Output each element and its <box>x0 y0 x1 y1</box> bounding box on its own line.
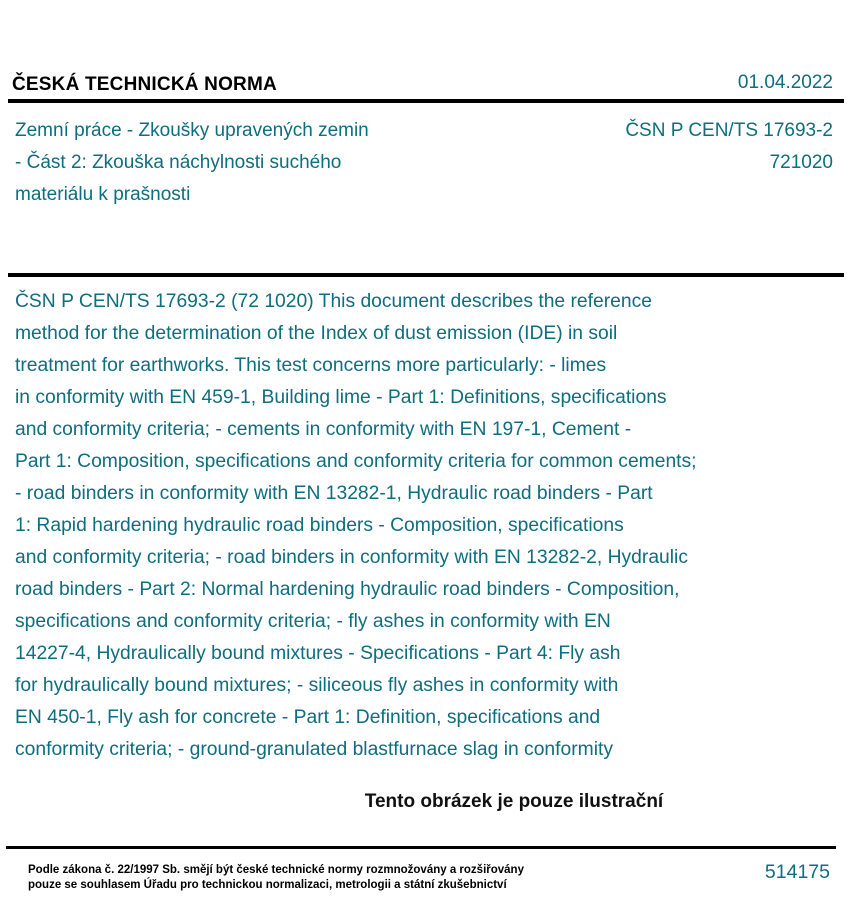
abstract-text <box>15 286 795 766</box>
standard-subject <box>15 115 435 211</box>
abstract-line: specifications and conformity criteria; - fly ashes in conformity with EN <box>15 611 611 632</box>
abstract-line: treatment for earthworks. This test concerns more particularly: - limes <box>15 355 607 376</box>
footer-divider <box>6 846 836 849</box>
subject-line: materiálu k prašnosti <box>15 184 191 205</box>
abstract-line: for hydraulically bound mixtures; - siliceous fly ashes in conformity with <box>15 675 619 696</box>
abstract-line: 1: Rapid hardening hydraulic road binders - Composition, specifications <box>15 515 624 536</box>
illustration-note: Tento obrázek je pouze ilustrační <box>364 791 664 812</box>
standard-designation: ČSN P CEN/TS 17693-2 <box>625 120 833 141</box>
abstract-line: road binders - Part 2: Normal hardening hydraulic road binders - Composition, <box>15 579 680 600</box>
abstract-line: - road binders in conformity with EN 13282-1, Hydraulic road binders - Part <box>15 483 653 504</box>
subject-line: Zemní práce - Zkoušky upravených zemin <box>15 120 369 141</box>
abstract-line: and conformity criteria; - cements in conformity with EN 197-1, Cement - <box>15 419 632 440</box>
abstract-line: in conformity with EN 459-1, Building lime - Part 1: Definitions, specifications <box>15 387 667 408</box>
abstract-line: method for the determination of the Index of dust emission (IDE) in soil <box>15 323 618 344</box>
abstract-line: Part 1: Composition, specifications and conformity criteria for common cements; <box>15 451 697 472</box>
abstract-line: EN 450-1, Fly ash for concrete - Part 1: Definition, specifications and <box>15 707 601 728</box>
catalog-number: 514175 <box>764 861 830 883</box>
section-divider <box>8 273 844 277</box>
legal-line: pouze se souhlasem Úřadu pro technickou normalizaci, metrologii a státní zkušebnictví <box>28 879 507 891</box>
standard-identifiers <box>625 115 833 179</box>
legal-line: Podle zákona č. 22/1997 Sb. smějí být české technické normy rozmnožovány a rozšiřovány <box>28 864 524 876</box>
classification-code: 721020 <box>769 152 833 173</box>
abstract-line: conformity criteria; - ground-granulated blastfurnace slag in conformity <box>15 739 613 760</box>
abstract-line: ČSN P CEN/TS 17693-2 (72 1020) This document describes the reference <box>15 291 652 312</box>
subject-line: - Část 2: Zkouška náchylnosti suchého <box>15 152 342 173</box>
abstract-line: 14227-4, Hydraulically bound mixtures - Specifications - Part 4: Fly ash <box>15 643 621 664</box>
legal-notice <box>28 863 524 893</box>
document-title: ČESKÁ TECHNICKÁ NORMA <box>12 74 277 95</box>
header-divider <box>8 99 844 103</box>
abstract-line: and conformity criteria; - road binders in conformity with EN 13282-2, Hydraulic <box>15 547 688 568</box>
publication-date: 01.04.2022 <box>737 72 833 93</box>
